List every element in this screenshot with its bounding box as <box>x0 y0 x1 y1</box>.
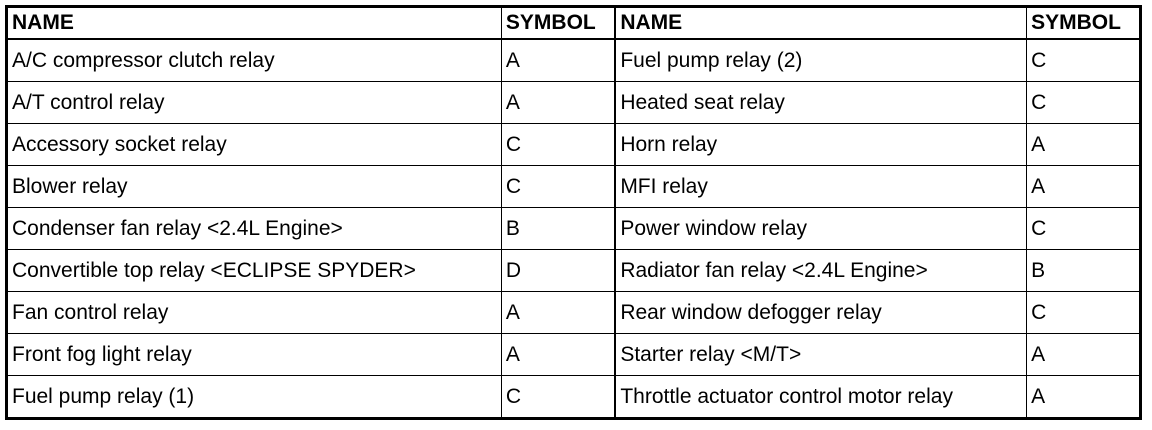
table-body <box>8 39 1140 418</box>
right-symbol-cell: A <box>1027 334 1140 376</box>
table-row <box>8 250 1140 292</box>
left-symbol-cell: C <box>501 124 615 166</box>
left-name-cell: Fuel pump relay (1) <box>8 376 502 418</box>
left-symbol-cell: C <box>501 376 615 418</box>
left-name-cell: Condenser fan relay <2.4L Engine> <box>8 208 502 250</box>
right-name-cell: Fuel pump relay (2) <box>615 39 1026 82</box>
right-name-cell: Heated seat relay <box>615 82 1026 124</box>
right-symbol-cell: A <box>1027 124 1140 166</box>
table-row <box>8 208 1140 250</box>
left-symbol-cell: D <box>501 250 615 292</box>
table-row <box>8 124 1140 166</box>
right-symbol-cell: C <box>1027 208 1140 250</box>
left-symbol-cell: A <box>501 292 615 334</box>
right-symbol-cell: A <box>1027 376 1140 418</box>
header-symbol-left: SYMBOL <box>501 8 615 40</box>
left-name-cell: A/T control relay <box>8 82 502 124</box>
right-name-cell: Starter relay <M/T> <box>615 334 1026 376</box>
left-name-cell: A/C compressor clutch relay <box>8 39 502 82</box>
table-row <box>8 334 1140 376</box>
left-symbol-cell: A <box>501 334 615 376</box>
table-row <box>8 82 1140 124</box>
right-symbol-cell: C <box>1027 292 1140 334</box>
left-name-cell: Accessory socket relay <box>8 124 502 166</box>
right-name-cell: Throttle actuator control motor relay <box>615 376 1026 418</box>
right-symbol-cell: A <box>1027 166 1140 208</box>
table-row <box>8 292 1140 334</box>
header-name-left: NAME <box>8 8 502 40</box>
header-symbol-right: SYMBOL <box>1027 8 1140 40</box>
right-name-cell: Radiator fan relay <2.4L Engine> <box>615 250 1026 292</box>
left-symbol-cell: B <box>501 208 615 250</box>
table-row <box>8 376 1140 418</box>
right-name-cell: Rear window defogger relay <box>615 292 1026 334</box>
left-symbol-cell: A <box>501 82 615 124</box>
left-name-cell: Convertible top relay <ECLIPSE SPYDER> <box>8 250 502 292</box>
relay-symbol-table <box>7 7 1140 418</box>
right-name-cell: MFI relay <box>615 166 1026 208</box>
table-row <box>8 39 1140 82</box>
table-row <box>8 166 1140 208</box>
left-name-cell: Fan control relay <box>8 292 502 334</box>
table-header-row <box>8 8 1140 40</box>
right-symbol-cell: B <box>1027 250 1140 292</box>
left-symbol-cell: C <box>501 166 615 208</box>
left-symbol-cell: A <box>501 39 615 82</box>
header-name-right: NAME <box>615 8 1026 40</box>
left-name-cell: Blower relay <box>8 166 502 208</box>
left-name-cell: Front fog light relay <box>8 334 502 376</box>
right-name-cell: Horn relay <box>615 124 1026 166</box>
right-name-cell: Power window relay <box>615 208 1026 250</box>
right-symbol-cell: C <box>1027 39 1140 82</box>
right-symbol-cell: C <box>1027 82 1140 124</box>
